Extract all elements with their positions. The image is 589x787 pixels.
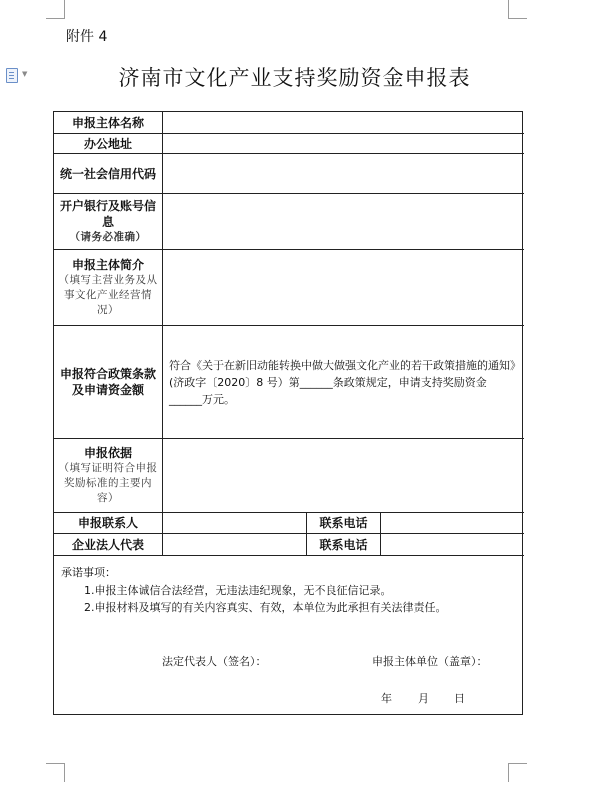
policy-text: 符合《关于在新旧动能转换中做大做强文化产业的若干政策措施的通知》(济政字〔2020〕8 号）第______条政策规定，申请支持奖励资金______万元。 [169,358,516,406]
entity-name-field[interactable] [163,112,523,133]
crop-mark-top-left [46,0,65,19]
contact-person-label: 申报联系人 [77,516,138,530]
contact-person-field[interactable] [163,513,306,533]
credit-code-field[interactable] [163,154,523,193]
contact-phone-label: 联系电话 [319,516,368,530]
crop-mark-top-right [508,0,527,19]
intro-title: 申报主体简介 [71,258,144,272]
bank-info-label [54,194,162,249]
bank-info-note: （请务必准确） [69,231,147,243]
legal-phone-label: 联系电话 [319,537,368,552]
attachment-label: 附件 4 [66,29,108,45]
intro-field[interactable] [163,250,523,325]
bank-info-field[interactable] [163,194,523,249]
policy-label-text: 申报符合政策条款及申请资金额 [59,367,156,397]
basis-title: 申报依据 [83,446,132,460]
chevron-down-icon[interactable]: ▼ [22,70,28,78]
basis-field[interactable] [163,439,523,512]
pledge-heading: 承诺事项： [61,566,116,579]
pledge-item-2: 2.申报材料及填写的有关内容真实、有效，本单位为此承担有关法律责任。 [84,601,447,614]
pledge-item-1: 1.申报主体诚信合法经营，无违法违纪现象，无不良征信记录。 [84,584,392,597]
policy-label [54,326,162,438]
credit-code-text: 统一社会信用代码 [59,166,156,181]
signature-label: 法定代表人（签名）： [162,655,267,668]
office-address-field[interactable] [163,134,523,153]
basis-note: （填写证明符合申报奖励标准的主要内容） [58,462,158,504]
policy-field[interactable] [163,326,523,438]
entity-name-label: 申报主体名称 [71,115,144,130]
application-form [53,111,523,715]
page-title: 济南市文化产业支持奖励资金申报表 [118,66,471,90]
intro-label [54,250,162,325]
contact-phone-field[interactable] [381,513,523,533]
credit-code-label [54,154,162,193]
bank-info-text: 开户银行及账号信息 [59,199,156,229]
basis-label [54,439,162,512]
date-month-label: 月 [418,692,429,705]
crop-mark-bottom-left [46,763,65,782]
office-address-label: 办公地址 [83,136,132,151]
date-year-label: 年 [381,692,392,705]
date-day-label: 日 [454,692,465,705]
legal-rep-field[interactable] [163,534,306,555]
seal-label: 申报主体单位（盖章）： [372,655,488,668]
legal-phone-field[interactable] [381,534,523,555]
legal-rep-label: 企业法人代表 [71,537,144,552]
intro-note: （填写主营业务及从事文化产业经营情况） [58,274,158,316]
crop-mark-bottom-right [508,763,527,782]
